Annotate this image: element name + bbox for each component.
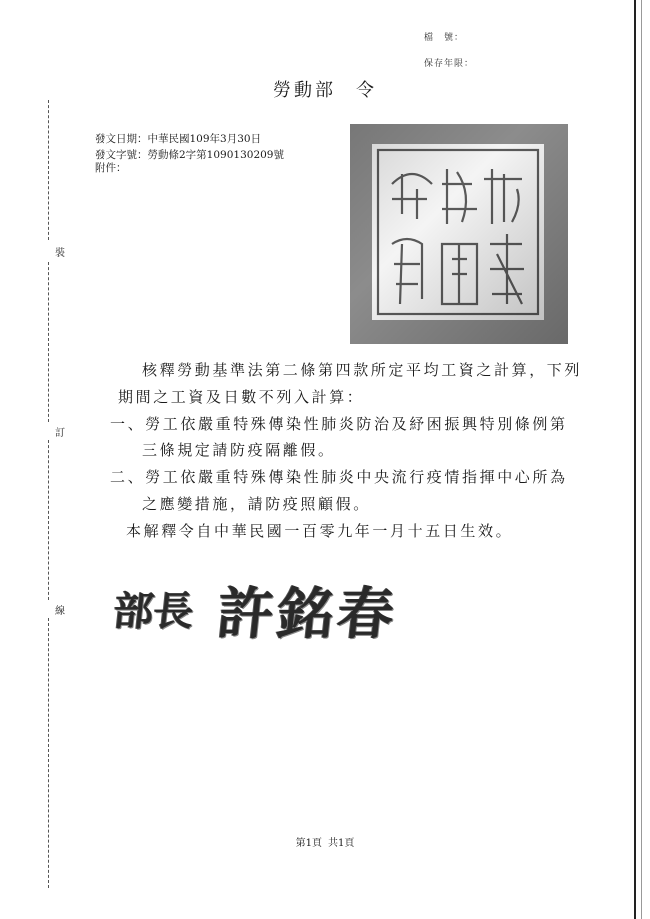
agency-name: 勞動部	[273, 80, 336, 101]
binding-line	[48, 100, 61, 240]
issue-date-row	[95, 132, 261, 146]
signature-name: 許銘春	[214, 581, 402, 647]
page-edge-shadow	[641, 0, 642, 919]
official-seal	[350, 124, 568, 344]
issue-date-label: 發文日期：	[95, 133, 148, 145]
body-para1-line1: 核釋勞動基準法第二條第四款所定平均工資之計算，下列	[142, 361, 583, 379]
archive-retention	[424, 56, 474, 69]
attachment-label: 附件：	[95, 162, 127, 174]
seal-shading	[350, 124, 568, 344]
document-title	[0, 76, 650, 102]
issue-date-value: 中華民國109年3月30日	[147, 133, 262, 145]
page-total: 共1頁	[328, 838, 355, 849]
doc-number-row	[95, 148, 284, 162]
body-effective-date: 本解釋令自中華民國一百零九年一月十五日生效。	[126, 522, 514, 540]
body-item1-line2: 三條規定請防疫隔離假。	[142, 441, 336, 459]
page-number: 第1頁	[295, 838, 322, 849]
doc-type: 令	[356, 80, 377, 101]
doc-number-value: 勞動條2字第1090130209號	[147, 149, 284, 161]
binding-mark-xian: 線	[55, 602, 65, 617]
binding-line	[48, 440, 61, 600]
signature-title: 部長	[111, 588, 197, 635]
attachment-row	[95, 161, 127, 175]
body-para1-line2: 期間之工資及日數不列入計算：	[118, 388, 365, 406]
archive-file-no-label: 檔 號：	[424, 33, 465, 43]
body-item2-line1: 二、勞工依嚴重特殊傳染性肺炎中央流行疫情指揮中心所為	[110, 468, 568, 486]
binding-mark-zhuang: 裝	[55, 244, 65, 259]
binding-line	[48, 262, 61, 422]
body-item2-line2: 之應變措施，請防疫照顧假。	[142, 495, 371, 513]
archive-file-no	[424, 30, 464, 43]
binding-mark-ding: 訂	[55, 424, 65, 439]
archive-retention-label: 保存年限：	[424, 59, 475, 69]
minister-signature	[100, 566, 420, 646]
page-footer	[0, 834, 650, 849]
body-item1-line1: 一、勞工依嚴重特殊傳染性肺炎防治及紓困振興特別條例第	[110, 415, 568, 433]
doc-number-label: 發文字號：	[95, 149, 148, 161]
page-edge	[634, 0, 636, 919]
